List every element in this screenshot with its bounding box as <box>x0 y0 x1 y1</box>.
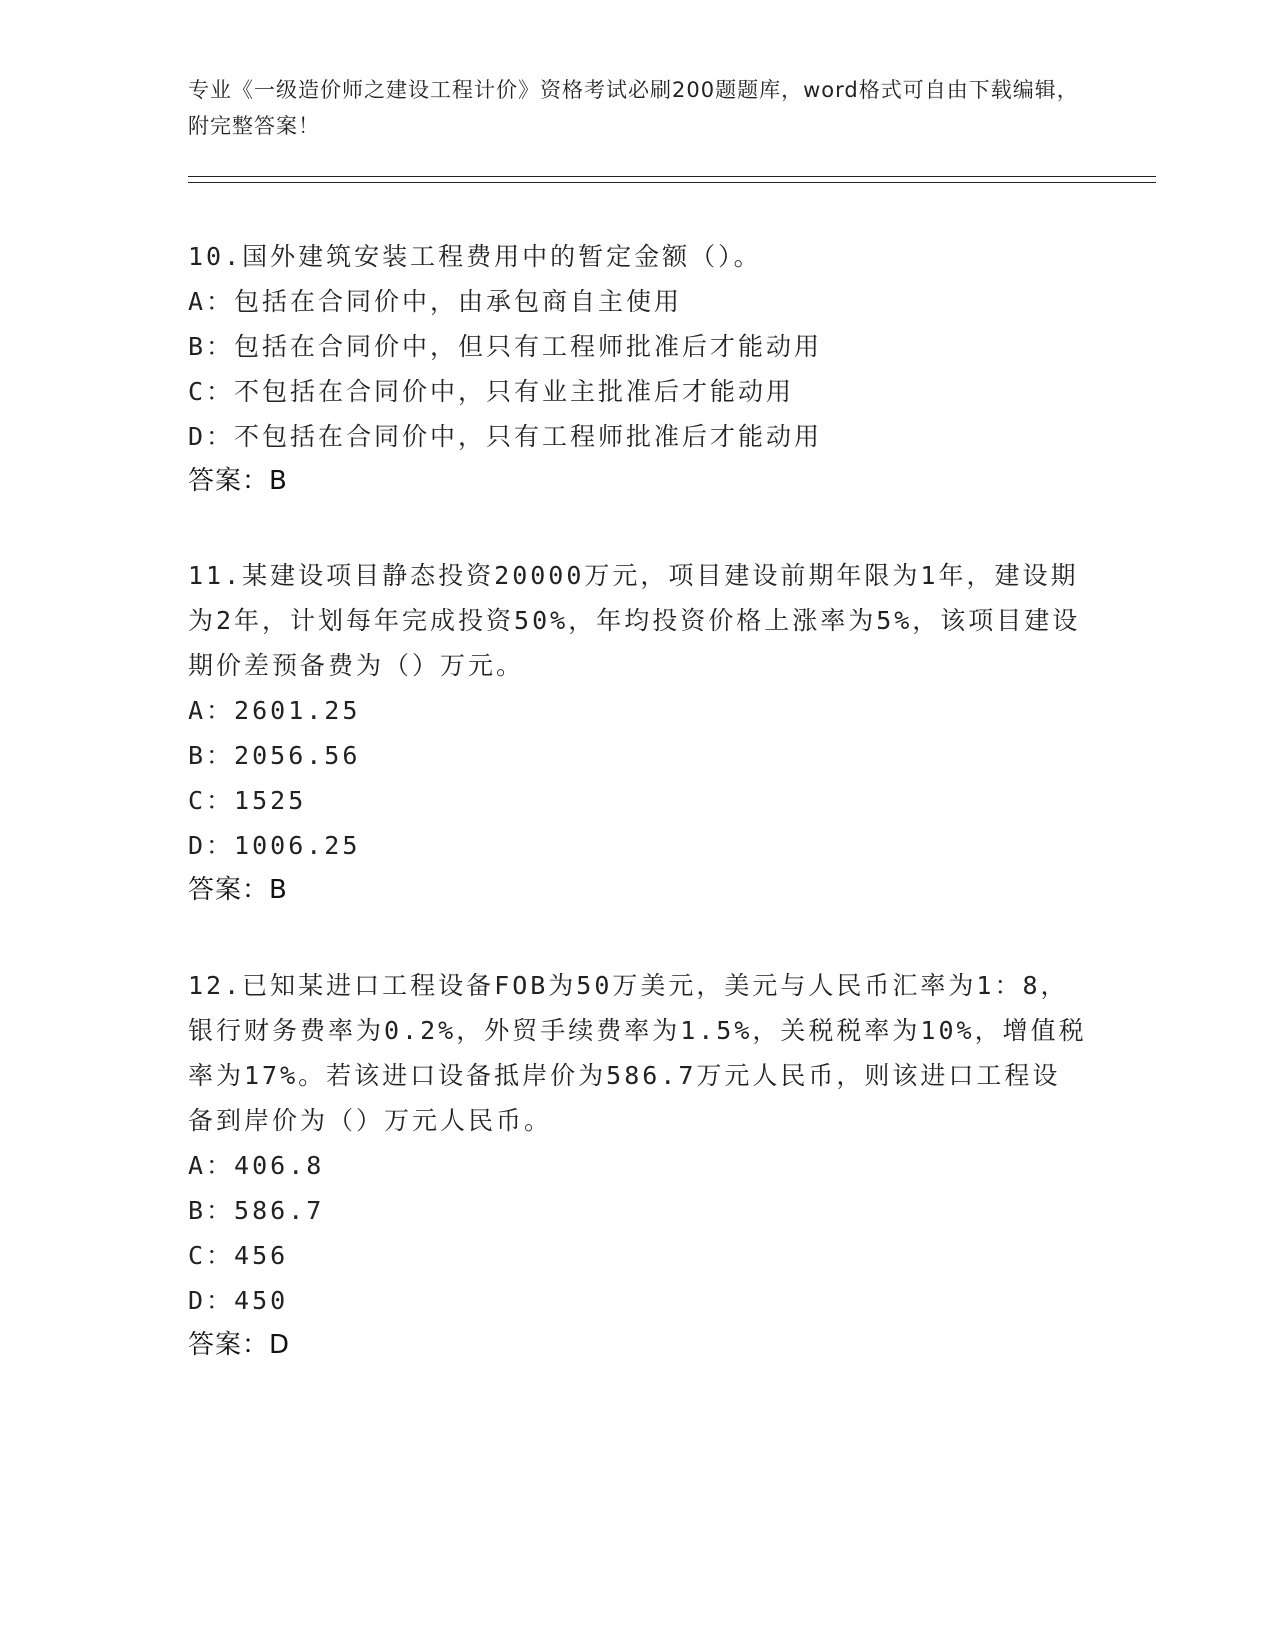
question-stem: 12.已知某进口工程设备FOB为50万美元，美元与人民币汇率为1：8，银行财务费率为0.2%，外贸手续费率为1.5%，关税税率为10%，增值税率为17%。若该进口设备抵岸价为586.7万元人民币，则该进口工程设备到岸价为（）万元人民币。 <box>188 971 1087 1135</box>
answer-line: 答案：B <box>188 875 288 905</box>
option-a: A：包括在合同价中，由承包商自主使用 <box>188 287 683 316</box>
option-a: A：406.8 <box>188 1151 325 1180</box>
option-b: B：包括在合同价中，但只有工程师批准后才能动用 <box>188 332 823 361</box>
option-d: D：不包括在合同价中，只有工程师批准后才能动用 <box>188 422 823 451</box>
option-c: C：456 <box>188 1241 289 1270</box>
option-a: A：2601.25 <box>188 696 361 725</box>
answer-line: 答案：B <box>188 466 288 496</box>
option-d: D：1006.25 <box>188 831 361 860</box>
header-divider-top <box>188 176 1156 177</box>
answer-line: 答案：D <box>188 1330 291 1360</box>
question-stem: 11.某建设项目静态投资20000万元，项目建设前期年限为1年，建设期为2年，计划每年完成投资50%，年均投资价格上涨率为5%，该项目建设期价差预备费为（）万元。 <box>188 561 1081 680</box>
header-text: 专业《一级造价师之建设工程计价》资格考试必刷200题题库，word格式可自由下载编辑，附完整答案！ <box>188 78 1079 138</box>
option-d: D：450 <box>188 1286 289 1315</box>
question-11 <box>188 553 1088 913</box>
document-header <box>188 72 1088 144</box>
question-10 <box>188 234 1088 504</box>
option-c: C：1525 <box>188 786 307 815</box>
option-b: B：2056.56 <box>188 741 361 770</box>
option-b: B：586.7 <box>188 1196 325 1225</box>
option-c: C：不包括在合同价中，只有业主批准后才能动用 <box>188 377 795 406</box>
question-stem: 10.国外建筑安装工程费用中的暂定金额（）。 <box>188 242 762 271</box>
header-divider-bottom <box>188 182 1156 183</box>
question-12 <box>188 963 1088 1368</box>
